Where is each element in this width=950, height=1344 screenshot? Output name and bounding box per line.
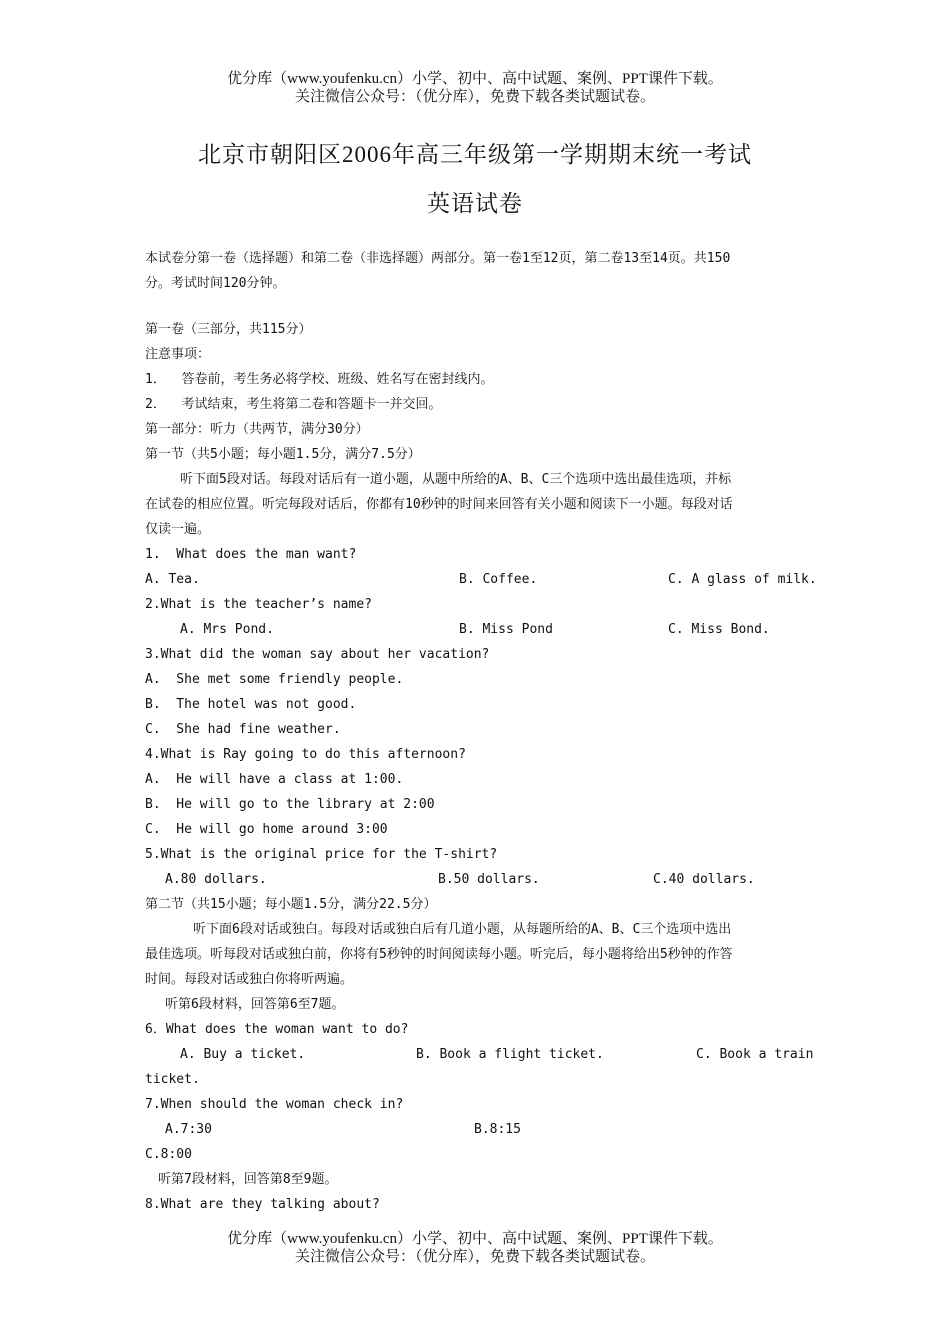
question-7-stem: 7.When should the woman check in? [145, 1097, 404, 1112]
question-1-option-c: C. A glass of milk. [668, 572, 817, 587]
question-3-stem: 3.What did the woman say about her vacation? [145, 647, 490, 662]
header-line-1: 优分库（www.youfenku.cn）小学、初中、高中试题、案例、PPT课件下载。 [227, 71, 723, 87]
section1-instruction-line-2: 在试卷的相应位置。听完每段对话后，你都有10秒钟的时间来回答有关小题和阅读下一小题。每段对话 [145, 497, 733, 512]
intro-line-1: 本试卷分第一卷（选择题）和第二卷（非选择题）两部分。第一卷1至12页，第二卷13至14页。共150 [145, 251, 731, 266]
question-6-option-c: C. Book a train [696, 1047, 814, 1062]
question-8-stem: 8.What are they talking about? [145, 1197, 380, 1212]
question-4-option-b: B. He will go to the library at 2:00 [145, 797, 435, 812]
listening-section-title: 第一部分：听力（共两节，满分30分） [145, 422, 369, 437]
question-3-option-b: B. The hotel was not good. [145, 697, 357, 712]
question-6-stem: 6．What does the woman want to do? [145, 1022, 409, 1037]
question-4-option-c: C. He will go home around 3:00 [145, 822, 388, 837]
exam-subtitle: 英语试卷 [427, 191, 523, 216]
intro-line-2: 分。考试时间120分钟。 [145, 276, 286, 291]
material-6-instruction: 听第6段材料，回答第6至7题。 [165, 997, 345, 1012]
header-line-2: 关注微信公众号：（优分库），免费下载各类试题试卷。 [294, 89, 655, 105]
question-3-option-a: A. She met some friendly people. [145, 672, 404, 687]
question-4-stem: 4.What is Ray going to do this afternoon? [145, 747, 466, 762]
footer-line-2: 关注微信公众号：（优分库），免费下载各类试题试卷。 [294, 1249, 655, 1265]
question-5-stem: 5.What is the original price for the T-shirt? [145, 847, 498, 862]
question-1-option-a: A. Tea. [145, 572, 200, 587]
note-1: 1． 答卷前，考生务必将学校、班级、姓名写在密封线内。 [145, 372, 494, 387]
question-6-option-c-continued: ticket. [145, 1072, 200, 1087]
note-2: 2． 考试结束，考生将第二卷和答题卡一并交回。 [145, 397, 442, 412]
section2-instruction-line-3: 时间。每段对话或独白你将听两遍。 [145, 972, 354, 987]
section1-title: 第一节（共5小题；每小题1.5分，满分7.5分） [145, 447, 421, 462]
exam-title: 北京市朝阳区2006年高三年级第一学期期末统一考试 [198, 142, 752, 167]
question-2-option-c: C. Miss Bond. [668, 622, 770, 637]
question-7-option-b: B.8:15 [474, 1122, 521, 1137]
question-4-option-a: A. He will have a class at 1:00. [145, 772, 404, 787]
question-1-option-b: B. Coffee. [459, 572, 538, 587]
question-7-option-c: C.8:00 [145, 1147, 192, 1162]
question-2-stem: 2.What is the teacher’s name? [145, 597, 372, 612]
section2-instruction-line-2: 最佳选项。听每段对话或独白前，你将有5秒钟的时间阅读每小题。听完后，每小题将给出5秒钟的作答 [145, 947, 733, 962]
question-2-option-b: B. Miss Pond [459, 622, 553, 637]
section2-title: 第二节（共15小题；每小题1.5分，满分22.5分） [145, 897, 437, 912]
question-5-option-a: A.80 dollars. [165, 872, 267, 887]
material-7-instruction: 听第7段材料，回答第8至9题。 [158, 1172, 338, 1187]
question-7-option-a: A.7:30 [165, 1122, 212, 1137]
section1-instruction-line-3: 仅读一遍。 [145, 522, 211, 537]
question-6-option-b: B. Book a flight ticket. [416, 1047, 604, 1062]
question-2-option-a: A. Mrs Pond. [180, 622, 274, 637]
question-3-option-c: C. She had fine weather. [145, 722, 341, 737]
question-5-option-c: C.40 dollars. [653, 872, 755, 887]
question-5-option-b: B.50 dollars. [438, 872, 540, 887]
footer-line-1: 优分库（www.youfenku.cn）小学、初中、高中试题、案例、PPT课件下载。 [227, 1231, 723, 1247]
question-6-option-a: A. Buy a ticket. [180, 1047, 306, 1062]
notes-heading: 注意事项： [145, 347, 211, 362]
part1-heading: 第一卷（三部分，共115分） [145, 322, 312, 337]
section2-instruction-line-1: 听下面6段对话或独白。每段对话或独白后有几道小题，从每题所给的A、B、C三个选项中选出 [193, 922, 732, 937]
question-1-stem: 1. What does the man want? [145, 547, 357, 562]
section1-instruction-line-1: 听下面5段对话。每段对话后有一道小题，从题中所给的A、B、C三个选项中选出最佳选项，并标 [180, 472, 732, 487]
